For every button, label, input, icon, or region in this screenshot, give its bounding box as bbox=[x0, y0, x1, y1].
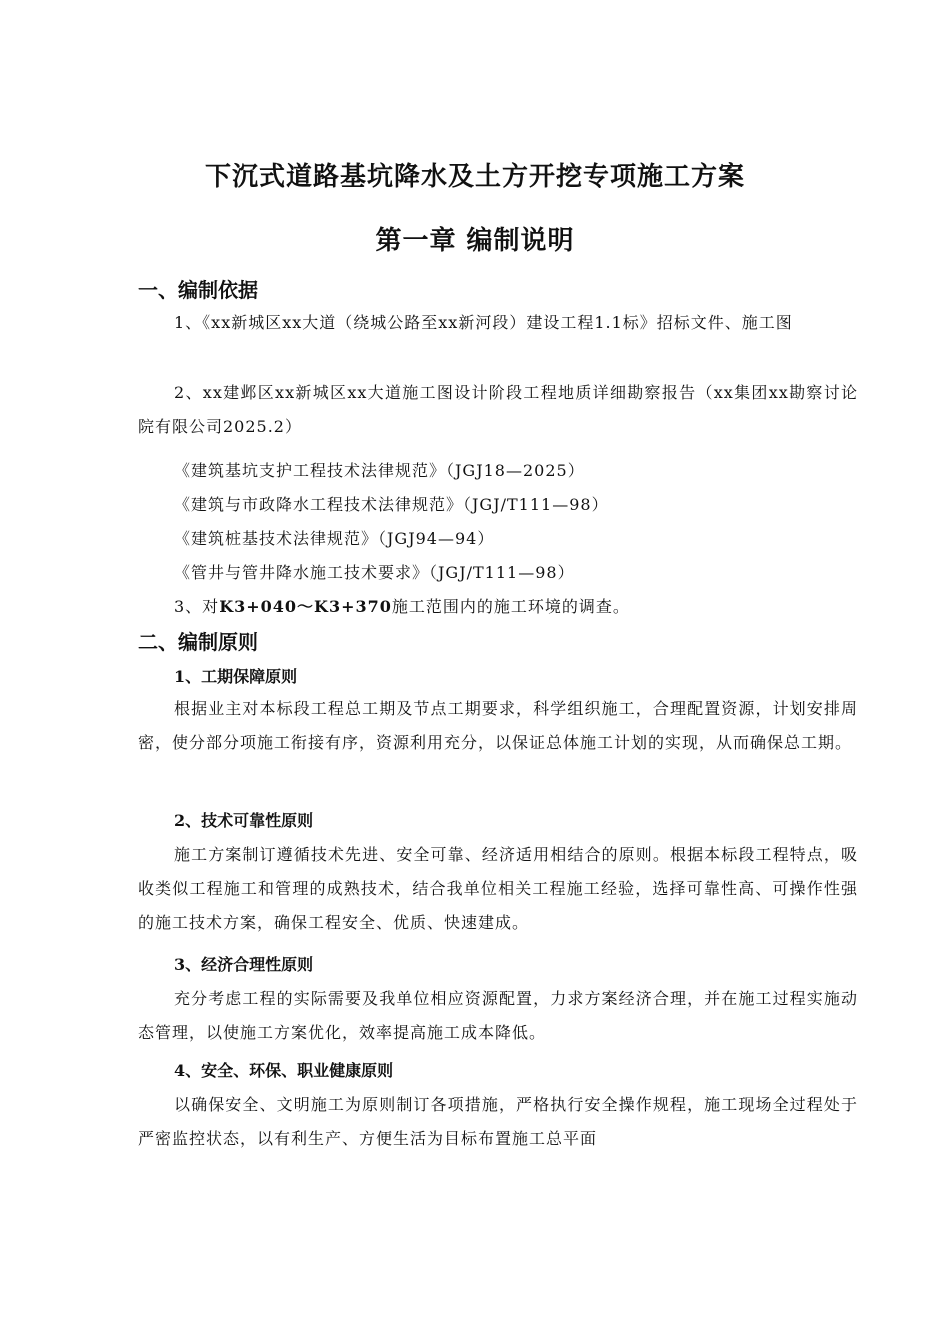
basis-item-3 bbox=[174, 594, 630, 617]
principle-heading-safety: 4、安全、环保、职业健康原则 bbox=[174, 1061, 394, 1080]
basis-item-1: 1、《xx新城区xx大道（绕城公路至xx新河段）建设工程1.1标》招标文件、施工图 bbox=[174, 313, 793, 332]
station-range: K3+040～K3+370 bbox=[219, 597, 392, 616]
principle-text-schedule: 根据业主对本标段工程总工期及节点工期要求，科学组织施工，合理配置资源，计划安排周密，使分部分项施工衔接有序，资源利用充分，以保证总体施工计划的实现，从而确保总工期。 bbox=[138, 699, 858, 752]
principle-text-technical: 施工方案制订遵循技术先进、安全可靠、经济适用相结合的原则。根据本标段工程特点，吸收类似工程施工和管理的成熟技术，结合我单位相关工程施工经验，选择可靠性高、可操作性强的施工技术方案，确保工程安全、优质、快速建成。 bbox=[138, 845, 858, 932]
principle-heading-economic: 3、经济合理性原则 bbox=[174, 955, 314, 974]
reference-standard: 《管井与管井降水施工技术要求》（JGJ/T111—98） bbox=[174, 563, 575, 582]
basis-item-3-prefix: 3、对 bbox=[174, 597, 220, 616]
basis-item-3-suffix: 施工范围内的施工环境的调查。 bbox=[391, 597, 630, 616]
principle-text-safety: 以确保安全、文明施工为原则制订各项措施，严格执行安全操作规程，施工现场全过程处于严密监控状态，以有利生产、方便生活为目标布置施工总平面 bbox=[138, 1095, 858, 1148]
principle-heading-schedule: 1、工期保障原则 bbox=[174, 667, 298, 686]
chapter-title: 第一章 编制说明 bbox=[375, 226, 575, 256]
basis-item-2: 2、xx建邺区xx新城区xx大道施工图设计阶段工程地质详细勘察报告（xx集团xx勘察讨论院有限公司2025.2） bbox=[138, 383, 858, 436]
reference-standard: 《建筑与市政降水工程技术法律规范》（JGJ/T111—98） bbox=[174, 495, 609, 514]
section-heading-basis: 一、编制依据 bbox=[138, 278, 258, 302]
document-title: 下沉式道路基坑降水及土方开挖专项施工方案 bbox=[204, 162, 745, 192]
reference-standard: 《建筑桩基技术法律规范》（JGJ94—94） bbox=[174, 529, 495, 548]
section-heading-principles: 二、编制原则 bbox=[138, 630, 258, 654]
reference-standard: 《建筑基坑支护工程技术法律规范》（JGJ18—2025） bbox=[174, 461, 585, 480]
principle-text-economic: 充分考虑工程的实际需要及我单位相应资源配置，力求方案经济合理，并在施工过程实施动态管理，以使施工方案优化，效率提高施工成本降低。 bbox=[138, 989, 858, 1042]
principle-heading-technical: 2、技术可靠性原则 bbox=[174, 811, 314, 830]
